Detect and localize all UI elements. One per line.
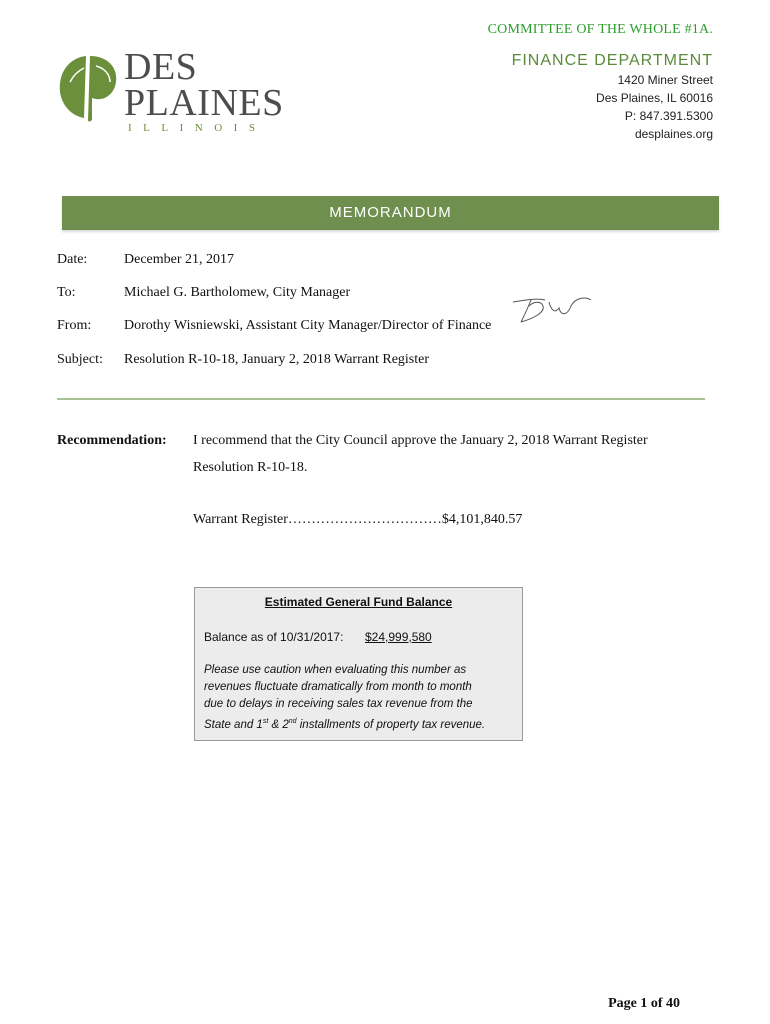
- initials-signature: [505, 290, 597, 330]
- warrant-register-total: Warrant Register……………………………$4,101,840.57: [193, 512, 523, 527]
- date-value: December 21, 2017: [124, 252, 235, 267]
- caution-note: [204, 662, 516, 734]
- memorandum-banner: MEMORANDUM: [62, 196, 719, 230]
- subject-value: Resolution R-10-18, January 2, 2018 Warrant Register: [124, 352, 430, 367]
- recommendation-line-2: Resolution R-10-18.: [193, 460, 308, 475]
- section-divider: [57, 398, 705, 400]
- page-number: Page 1 of 40: [608, 996, 680, 1011]
- logo-text-plaines: PLAINES: [124, 82, 284, 124]
- fund-box-title: Estimated General Fund Balance: [264, 595, 453, 609]
- subject-label: Subject:: [57, 352, 103, 367]
- date-label: Date:: [57, 252, 88, 267]
- caution-note-line-3: due to delays in receiving sales tax revenue from the: [204, 698, 473, 710]
- committee-heading: COMMITTEE OF THE WHOLE #1A.: [487, 22, 713, 37]
- from-label: From:: [57, 318, 92, 333]
- department-name: FINANCE DEPARTMENT: [511, 52, 713, 69]
- logo-text-illinois: ILLINOIS: [128, 122, 267, 134]
- note-sup-1: st: [262, 718, 269, 725]
- note-part-b: & 2: [268, 718, 289, 731]
- recommendation-line-1: I recommend that the City Council approve the January 2, 2018 Warrant Register: [193, 433, 648, 448]
- logo-text-des: DES: [124, 46, 198, 88]
- caution-note-line-4: [204, 713, 516, 734]
- note-sup-2: nd: [288, 718, 297, 725]
- note-part-a: State and 1: [204, 718, 263, 731]
- address-street: 1420 Miner Street: [617, 73, 713, 87]
- leaf-logo-icon: [56, 52, 120, 124]
- general-fund-balance-box: [194, 587, 523, 741]
- to-value: Michael G. Bartholomew, City Manager: [124, 285, 351, 300]
- address-website: desplaines.org: [634, 127, 713, 141]
- des-plaines-logo: [56, 46, 284, 138]
- caution-note-line-1: Please use caution when evaluating this number as: [204, 664, 467, 676]
- to-label: To:: [57, 285, 76, 300]
- note-part-c: installments of property tax revenue.: [296, 718, 486, 731]
- balance-label: Balance as of 10/31/2017:: [204, 630, 344, 644]
- address-phone: P: 847.391.5300: [624, 109, 713, 123]
- balance-value: $24,999,580: [365, 630, 432, 644]
- from-value: Dorothy Wisniewski, Assistant City Manager/Director of Finance: [124, 318, 492, 333]
- address-city: Des Plaines, IL 60016: [596, 91, 713, 105]
- recommendation-label: Recommendation:: [57, 433, 167, 448]
- caution-note-line-2: revenues fluctuate dramatically from month to month: [204, 681, 472, 693]
